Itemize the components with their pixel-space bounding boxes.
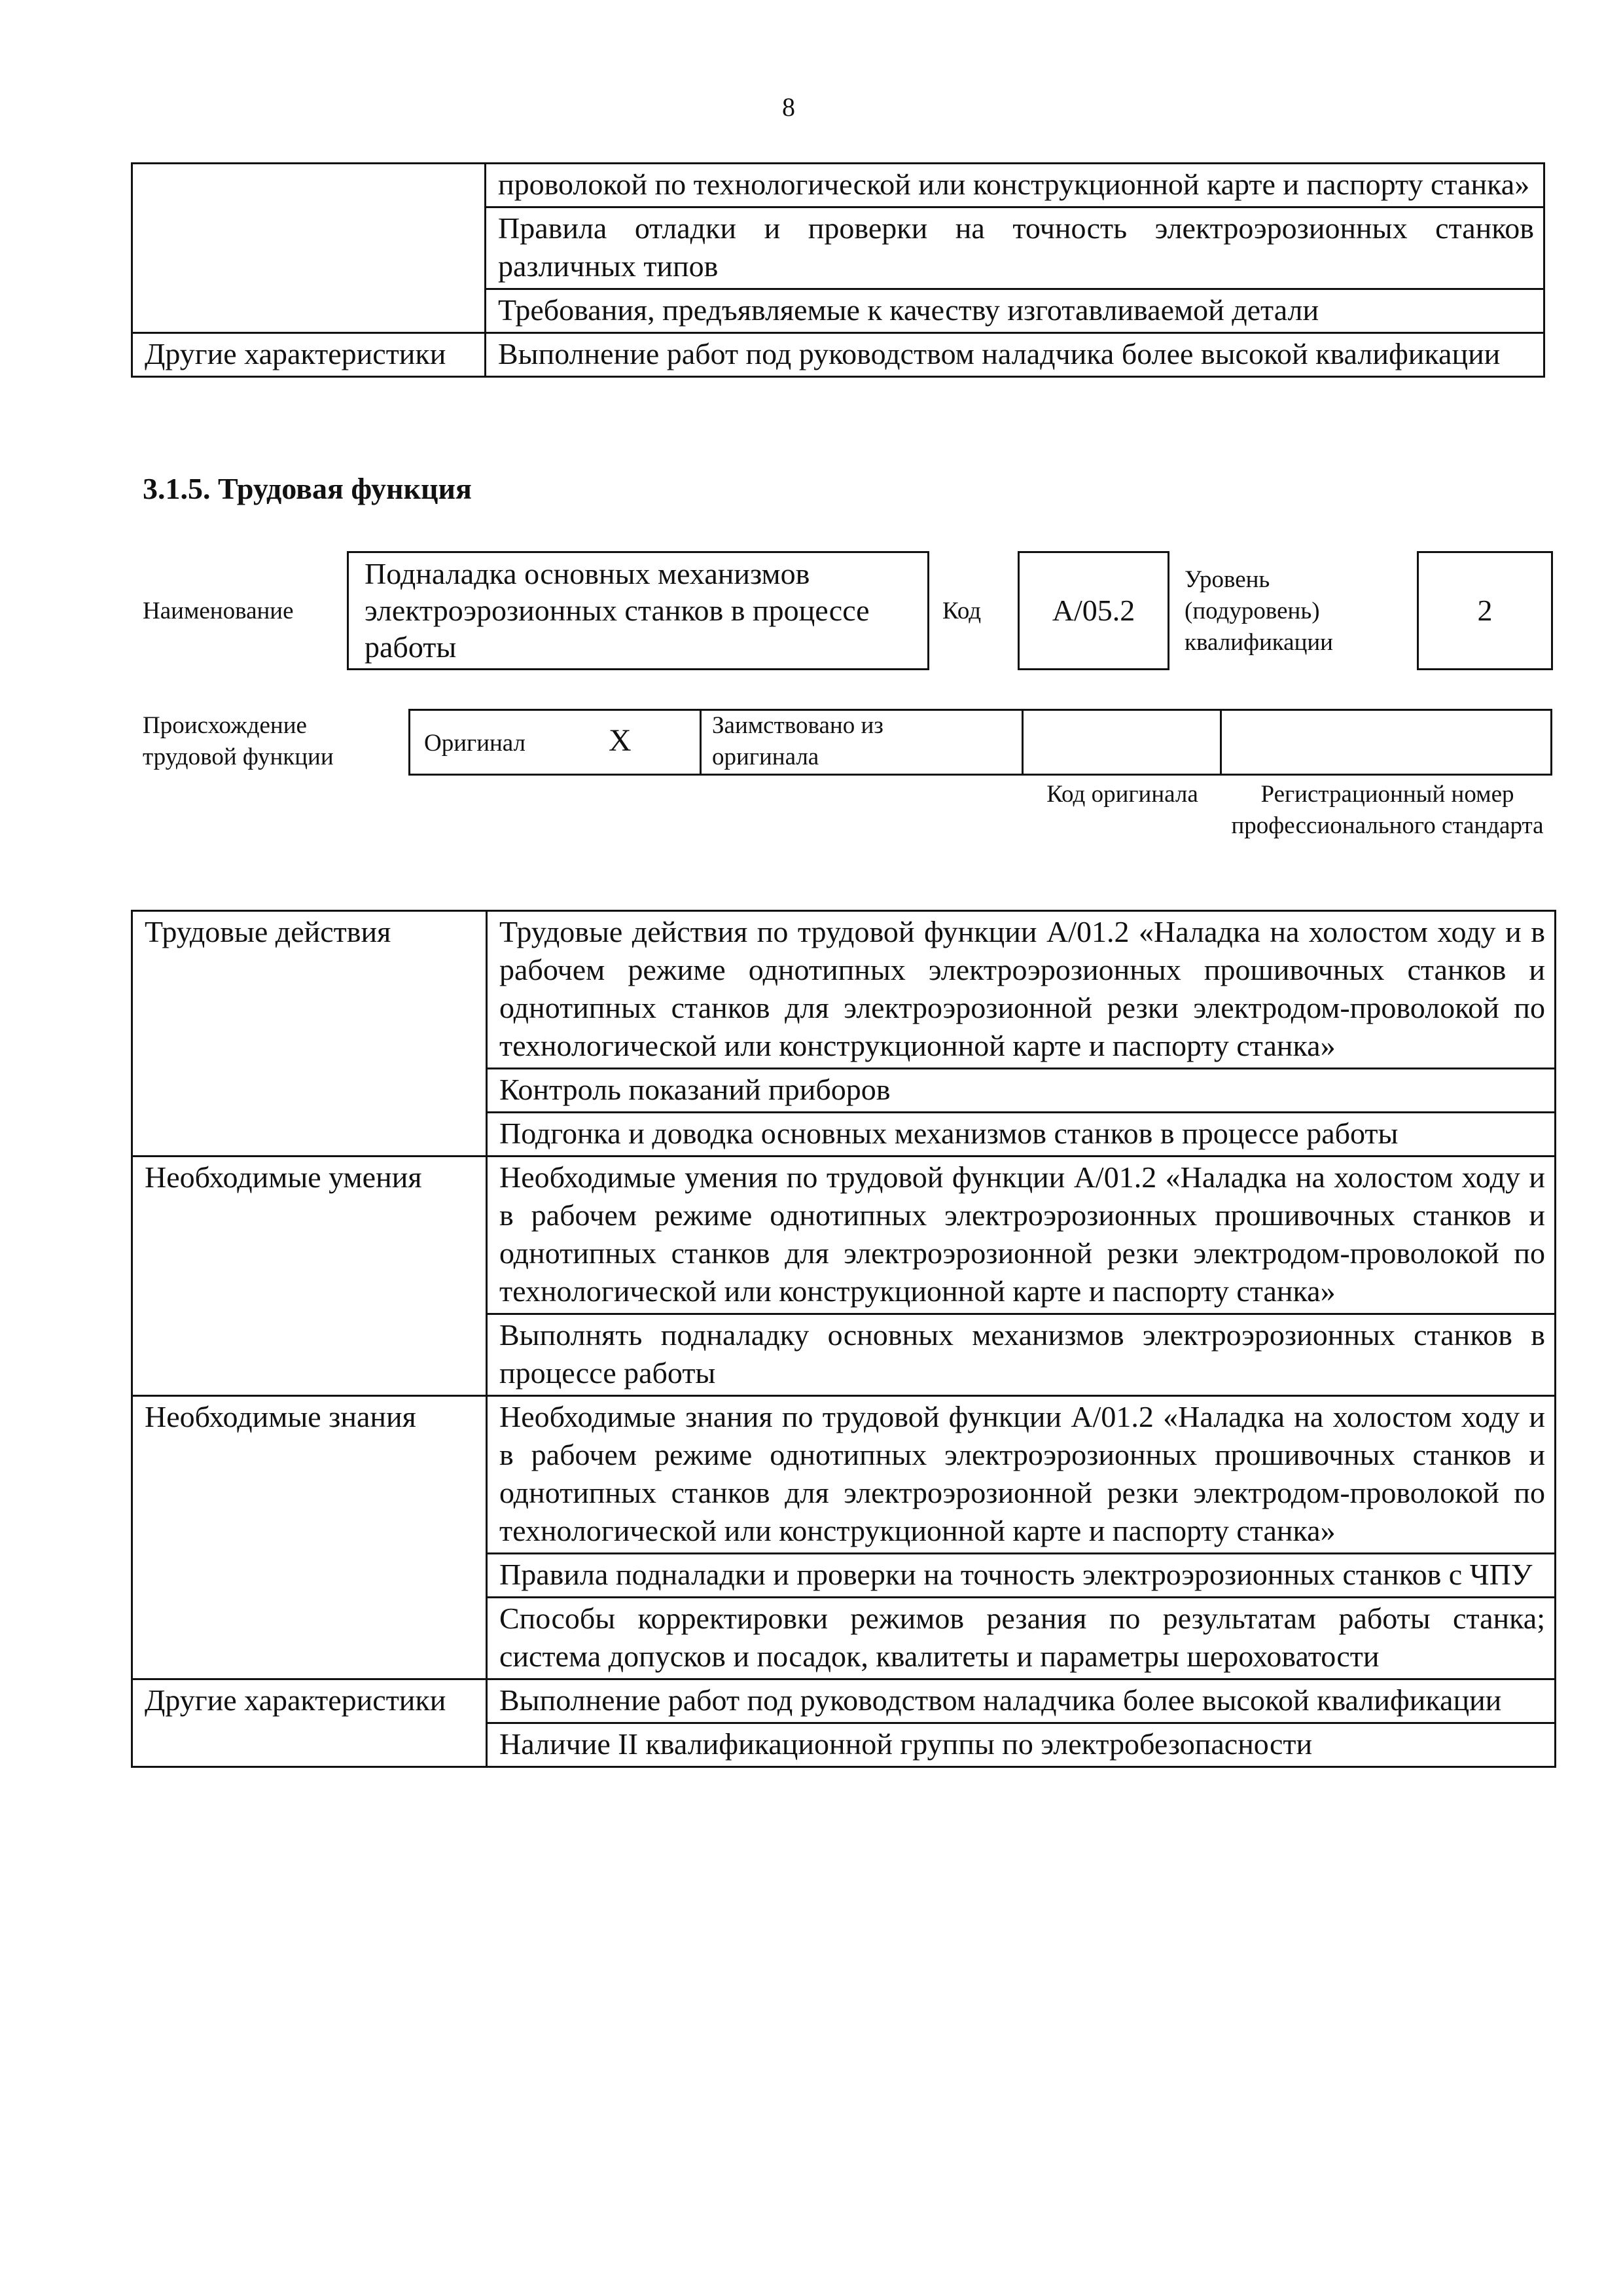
row-text: Выполнение работ под руководством наладчика более высокой квалификации [486, 333, 1544, 377]
group-item: Выполнение работ под руководством наладчика более высокой квалификации [487, 1679, 1556, 1723]
group-item: Контроль показаний приборов [487, 1069, 1556, 1113]
level-value: 2 [1477, 594, 1493, 627]
group-item: Подгонка и доводка основных механизмов станков в процессе работы [487, 1113, 1556, 1157]
group-item: Необходимые умения по трудовой функции А/01.2 «Наладка на холостом ходу и в рабочем режиме однотипных электроэрозионных прошивочных станков и однотипных станков для электроэрозионной резки электродом-проволокой по технологической или конструкционной карте и паспорту станка» [487, 1157, 1556, 1314]
table-row [132, 1396, 1556, 1554]
level-label: Уровень (подуровень) квалификации [1185, 566, 1333, 656]
table-row [132, 1679, 1556, 1723]
group-label: Другие характеристики [132, 1679, 487, 1767]
table-row [132, 164, 1544, 207]
section-heading: 3.1.5. Трудовая функция [143, 472, 472, 505]
code-label: Код [942, 598, 982, 624]
table-row [132, 333, 1544, 377]
original-label: Оригинал [424, 730, 526, 757]
name-value: Подналадка основных механизмов электроэрозионных станков в процессе работы [365, 557, 870, 664]
group-item: Трудовые действия по трудовой функции А/01.2 «Наладка на холостом ходу и в рабочем режиме однотипных электроэрозионных прошивочных станков и однотипных станков для электроэрозионной резки электродом-проволокой по технологической или конструкционной карте и паспорту станка» [487, 911, 1556, 1069]
group-item: Выполнять подналадку основных механизмов электроэрозионных станков в процессе работы [487, 1314, 1556, 1396]
level-value-box [1417, 551, 1553, 670]
group-label: Трудовые действия [132, 911, 487, 1157]
caption-reg: Регистрационный номер профессионального стандарта [1231, 781, 1544, 839]
original-mark: X [609, 723, 632, 758]
table-row [132, 911, 1556, 1069]
code-value: А/05.2 [1052, 594, 1135, 627]
row-text: Требования, предъявляемые к качеству изготавливаемой детали [486, 289, 1544, 333]
group-item: Правила подналадки и проверки на точность электроэрозионных станков с ЧПУ [487, 1554, 1556, 1598]
page-number: 8 [782, 92, 795, 122]
group-label: Необходимые знания [132, 1396, 487, 1679]
main-table [131, 910, 1556, 1768]
row-label [132, 164, 486, 333]
group-item: Способы корректировки режимов резания по результатам работы станка; система допусков и посадок, квалитеты и параметры шероховатости [487, 1598, 1556, 1679]
name-value-box [347, 551, 929, 670]
code-value-box [1018, 551, 1169, 670]
top-table [131, 162, 1545, 378]
row-text: проволокой по технологической или конструкционной карте и паспорту станка» [486, 164, 1544, 207]
row-label: Другие характеристики [132, 333, 486, 377]
name-label: Наименование [143, 598, 294, 624]
group-item: Необходимые знания по трудовой функции А/01.2 «Наладка на холостом ходу и в рабочем режиме однотипных электроэрозионных прошивочных станков и однотипных станков для электроэрозионной резки электродом-проволокой по технологической или конструкционной карте и паспорту станка» [487, 1396, 1556, 1554]
code-original-cell [1022, 709, 1222, 776]
table-row [132, 1157, 1556, 1314]
origin-label: Происхождение трудовой функции [143, 712, 334, 770]
borrowed-label: Заимствовано из оригинала [712, 712, 883, 770]
group-label: Необходимые умения [132, 1157, 487, 1396]
group-item: Наличие II квалификационной группы по электробезопасности [487, 1723, 1556, 1767]
caption-code: Код оригинала [1046, 781, 1198, 808]
row-text: Правила отладки и проверки на точность электроэрозионных станков различных типов [486, 207, 1544, 289]
